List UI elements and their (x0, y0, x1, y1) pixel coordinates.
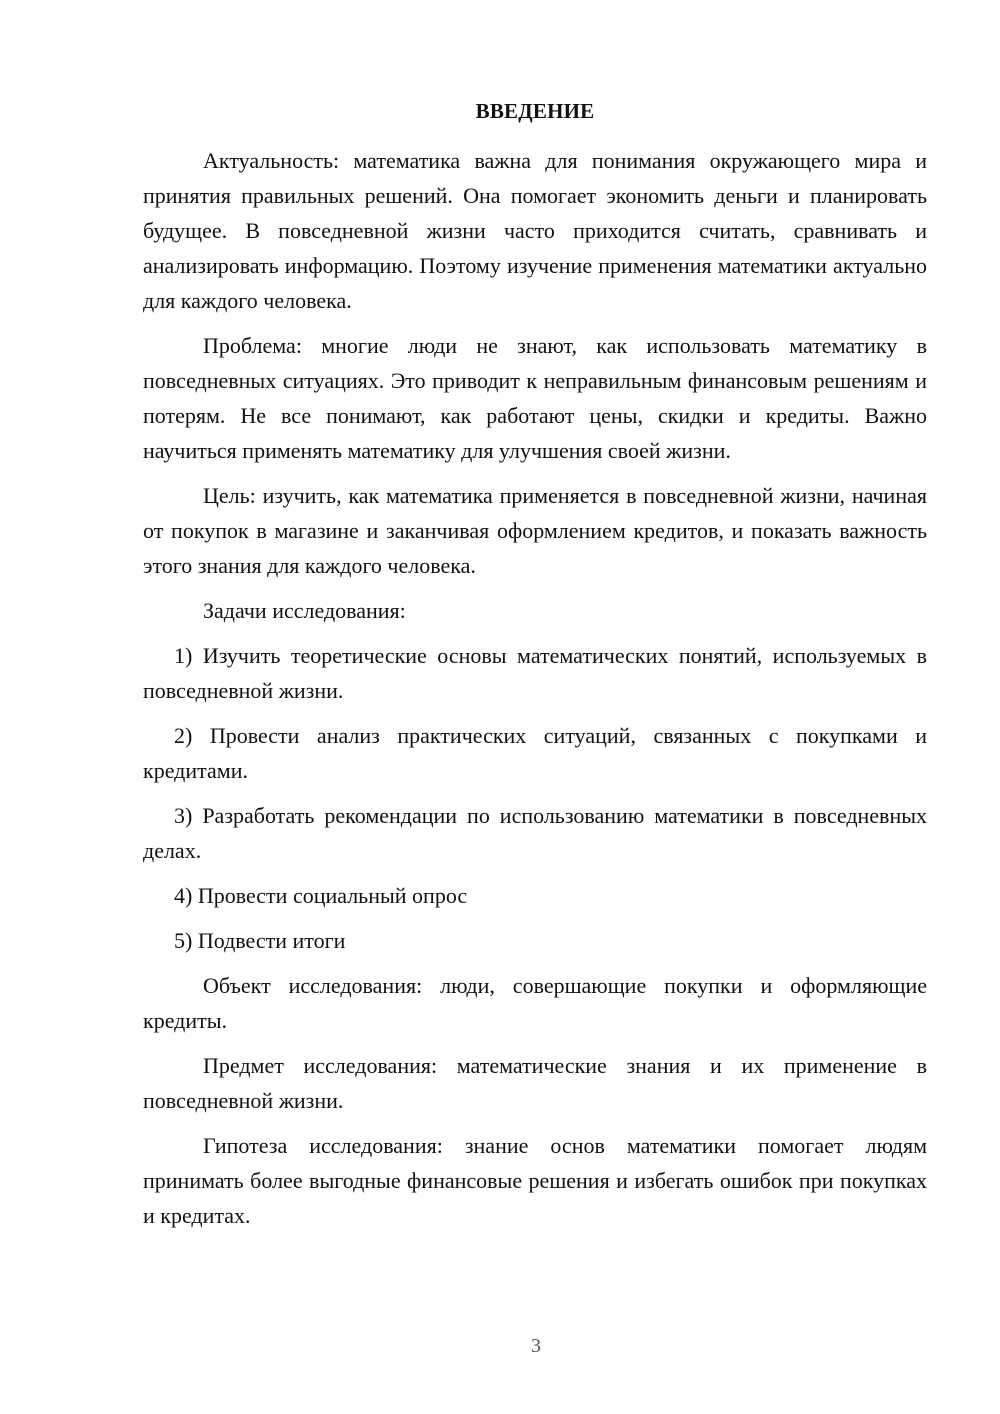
task-item-3: 3) Разработать рекомендации по использованию математики в повседневных делах. (143, 803, 927, 863)
relevance-paragraph: Актуальность: математика важна для понимания окружающего мира и принятия правильных решений. Она помогает экономить деньги и планировать будущее. В повседневной жизни часто приходится считать, сравнивать и анализировать информацию. Поэтому изучение применения математики актуально для каждого человека. (143, 148, 927, 313)
problem-paragraph: Проблема: многие люди не знают, как использовать математику в повседневных ситуациях. Это приводит к неправильным финансовым решениям и потерям. Не все понимают, как работают цены, скидки и кредиты. Важно научиться применять математику для улучшения своей жизни. (143, 333, 927, 463)
hypothesis-paragraph: Гипотеза исследования: знание основ математики помогает людям принимать более выгодные финансовые решения и избегать ошибок при покупках и кредитах. (143, 1133, 927, 1228)
task-item-2: 2) Провести анализ практических ситуаций, связанных с покупками и кредитами. (143, 723, 927, 783)
object-paragraph: Объект исследования: люди, совершающие покупки и оформляющие кредиты. (143, 973, 927, 1033)
subject-paragraph: Предмет исследования: математические знания и их применение в повседневной жизни. (143, 1053, 927, 1113)
document-body (143, 143, 927, 1243)
tasks-heading: Задачи исследования: (203, 598, 406, 623)
task-item-4: 4) Провести социальный опрос (174, 883, 468, 908)
page-title: ВВЕДЕНИЕ (475, 99, 595, 123)
task-item-5: 5) Подвести итоги (174, 928, 346, 953)
task-item-1: 1) Изучить теоретические основы математических понятий, используемых в повседневной жизни. (143, 643, 927, 703)
page-number: 3 (531, 1335, 541, 1357)
goal-paragraph: Цель: изучить, как математика применяется в повседневной жизни, начиная от покупок в магазине и заканчивая оформлением кредитов, и показать важность этого знания для каждого человека. (143, 483, 927, 578)
